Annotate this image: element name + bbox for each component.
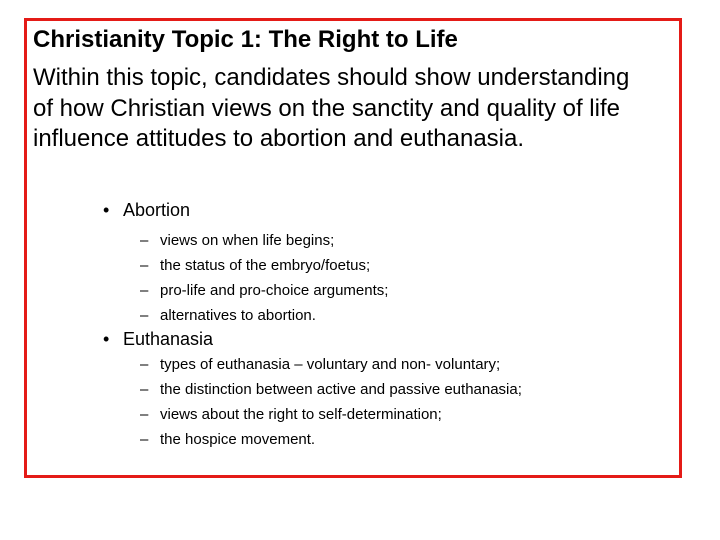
list-item: [140, 352, 522, 377]
dash-glyph: –: [140, 282, 149, 299]
list-item: [140, 253, 388, 278]
list-item-text: the hospice movement.: [160, 431, 316, 448]
slide-title: Christianity Topic 1: The Right to Life: [33, 26, 458, 53]
list-item-text: types of euthanasia – voluntary and non- voluntary;: [160, 356, 501, 373]
dash-glyph: –: [140, 307, 149, 324]
list-item: [140, 303, 388, 328]
dash-glyph: –: [140, 406, 149, 423]
bullet-euthanasia: [103, 328, 213, 350]
list-item-text: pro-life and pro-choice arguments;: [160, 282, 389, 299]
intro-paragraph: Within this topic, candidates should show understanding of how Christian views on the sanctity and quality of life influence attitudes to abortion and euthanasia.: [33, 64, 630, 152]
abortion-sublist: [140, 228, 388, 328]
list-item-text: the distinction between active and passive euthanasia;: [160, 381, 522, 398]
dash-glyph: –: [140, 381, 149, 398]
bullet-glyph: •: [103, 200, 110, 220]
dash-glyph: –: [140, 257, 149, 274]
list-item-text: views about the right to self-determination;: [160, 406, 442, 423]
dash-glyph: –: [140, 356, 149, 373]
list-item: [140, 402, 522, 427]
euthanasia-sublist: [140, 352, 522, 452]
list-item: [140, 377, 522, 402]
bullet-abortion-label: Abortion: [123, 200, 191, 220]
list-item-text: alternatives to abortion.: [160, 307, 316, 324]
dash-glyph: –: [140, 431, 149, 448]
list-item: [140, 278, 388, 303]
dash-glyph: –: [140, 232, 149, 249]
list-item: [140, 228, 388, 253]
list-item-text: the status of the embryo/foetus;: [160, 257, 371, 274]
bullet-glyph: •: [103, 329, 110, 349]
list-item: [140, 427, 522, 452]
bullet-euthanasia-label: Euthanasia: [123, 329, 214, 349]
bullet-abortion: [103, 199, 190, 221]
list-item-text: views on when life begins;: [160, 232, 335, 249]
